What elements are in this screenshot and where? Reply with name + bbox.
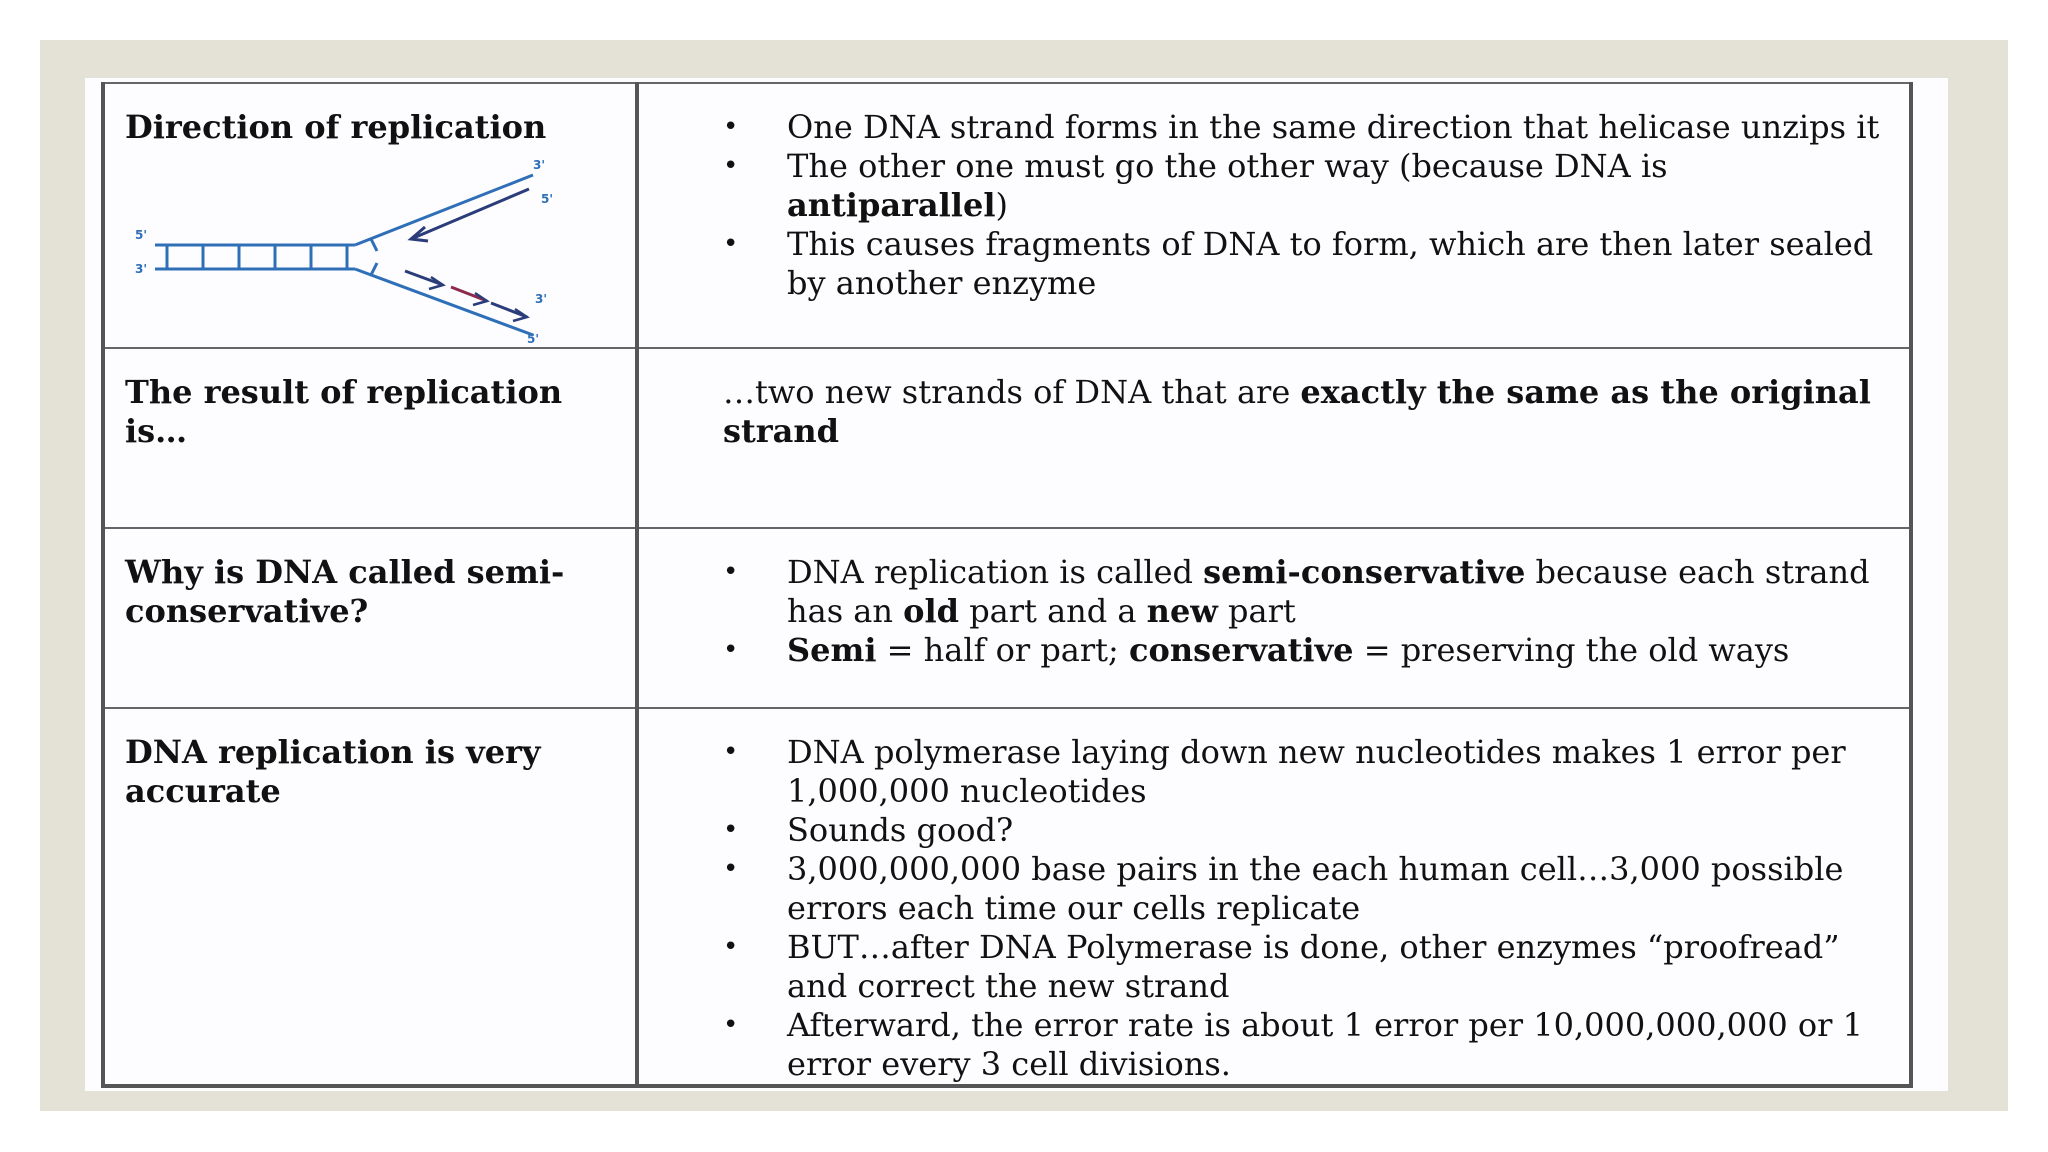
result-text: [723, 373, 1885, 451]
text-run: part: [1217, 592, 1296, 630]
bold-text: exactly the same as the original strand: [723, 373, 1871, 450]
text-run: This causes fragments of DNA to form, which are then later sealed by another enzyme: [787, 225, 1874, 302]
text-run: because each strand has an: [787, 553, 1870, 630]
bullet-item: [723, 733, 1885, 811]
bullet-item: [723, 108, 1885, 147]
text-run: = half or part;: [876, 631, 1129, 669]
label-bot-3: 3': [535, 292, 548, 306]
bullet-item: [723, 631, 1885, 670]
row-label: [103, 83, 637, 348]
bold-text: Semi: [787, 631, 877, 669]
table-row: [103, 708, 1911, 1086]
bold-text: semi-conservative: [1203, 553, 1526, 591]
row-content: [637, 528, 1911, 708]
label-top-5: 5': [541, 192, 554, 206]
bold-text: new: [1146, 592, 1218, 630]
bold-text: antiparallel: [787, 186, 996, 224]
label-left-3: 3': [135, 262, 148, 276]
text-run: Sounds good?: [787, 811, 1014, 849]
table-row: [103, 348, 1911, 528]
replication-fork-diagram: [125, 153, 565, 343]
bullet-list: [723, 733, 1885, 1084]
table-row: [103, 528, 1911, 708]
bullet-item: [723, 811, 1885, 850]
bold-text: conservative: [1128, 631, 1354, 669]
text-run: DNA polymerase laying down new nucleotides makes 1 error per 1,000,000 nucleotides: [787, 733, 1846, 810]
text-run: Afterward, the error rate is about 1 error per 10,000,000,000 or 1 error every 3 cell divisions.: [787, 1006, 1863, 1083]
row-label: [103, 708, 637, 1086]
text-run: DNA replication is called: [787, 553, 1204, 591]
row-content: [637, 708, 1911, 1086]
label-bot-5: 5': [527, 332, 540, 343]
bullet-list: [723, 108, 1885, 303]
bullet-item: [723, 1006, 1885, 1084]
bullet-item: [723, 147, 1885, 225]
text-run: ): [995, 186, 1008, 224]
row-label: [103, 528, 637, 708]
table-row: [103, 83, 1911, 348]
label-top-3: 3': [533, 158, 546, 172]
bullet-item: [723, 928, 1885, 1006]
bullet-item: [723, 553, 1885, 631]
text-run: The other one must go the other way (because DNA is: [787, 147, 1668, 185]
notes-table: [101, 82, 1913, 1088]
text-run: = preserving the old ways: [1353, 631, 1790, 669]
row-label-text: Direction of replication: [125, 108, 547, 146]
bullet-item: [723, 850, 1885, 928]
text-run: One DNA strand forms in the same direction that helicase unzips it: [787, 108, 1880, 146]
text-run: …two new strands of DNA that are: [723, 373, 1301, 411]
row-label-text: DNA replication is very accurate: [125, 733, 541, 810]
row-content: [637, 83, 1911, 348]
bullet-list: [723, 553, 1885, 670]
row-label-text: The result of replication is…: [125, 373, 563, 450]
text-run: part and a: [959, 592, 1147, 630]
bold-text: old: [903, 592, 960, 630]
slide-frame: [40, 40, 2008, 1111]
text-run: 3,000,000,000 base pairs in the each human cell…3,000 possible errors each time our cells replicate: [787, 850, 1844, 927]
bullet-item: [723, 225, 1885, 303]
row-content: [637, 348, 1911, 528]
label-left-5: 5': [135, 228, 148, 242]
text-run: BUT…after DNA Polymerase is done, other enzymes “proofread” and correct the new strand: [787, 928, 1840, 1005]
row-label-text: Why is DNA called semi-conservative?: [125, 553, 565, 630]
document-sheet: [85, 78, 1948, 1091]
row-label: [103, 348, 637, 528]
